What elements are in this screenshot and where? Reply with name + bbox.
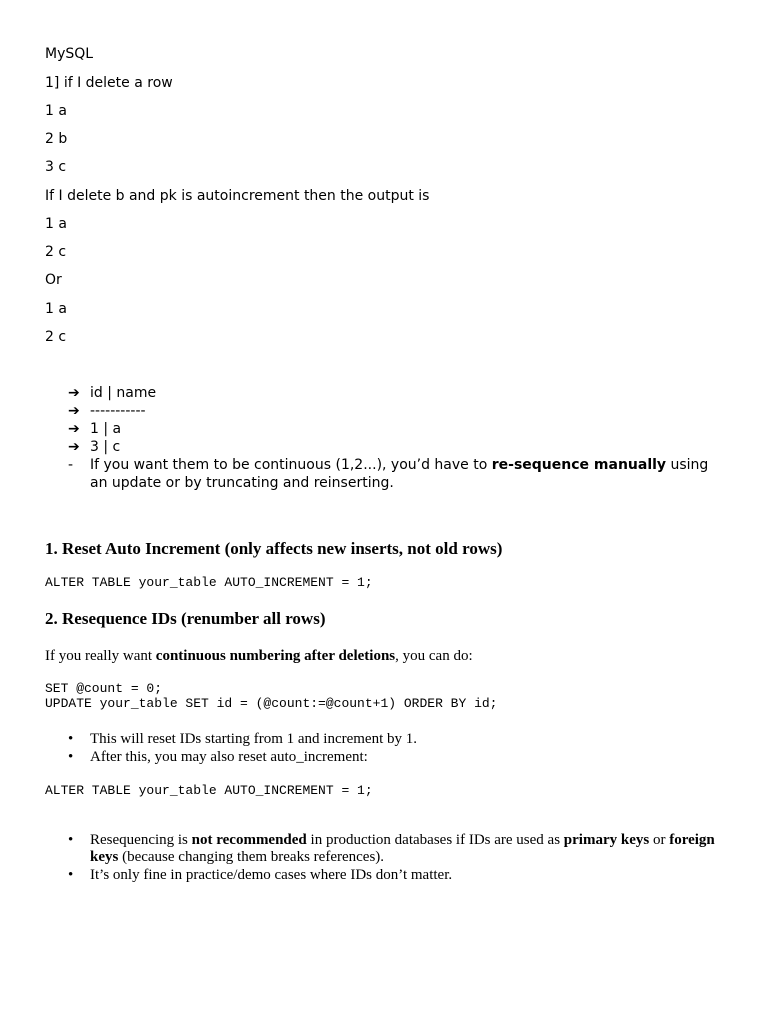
code-block bbox=[45, 681, 497, 711]
list-item-text: ----------- bbox=[90, 403, 146, 419]
row-line: 2 c bbox=[45, 244, 67, 260]
arrow-right-icon: ➔ bbox=[68, 421, 80, 437]
list-item: • It’s only fine in practice/demo cases where IDs don’t matter. bbox=[68, 867, 453, 883]
row-line: 2 c bbox=[45, 329, 67, 345]
row-line: 3 c bbox=[45, 159, 67, 175]
list-item: • This will reset IDs starting from 1 and increment by 1. bbox=[68, 731, 418, 747]
list-item bbox=[68, 420, 121, 438]
list-item: • Resequencing is not recommended in production databases if IDs are used as primary keys or foreign keys (because changing them breaks references). bbox=[68, 832, 715, 865]
code-line: SET @count = 0; bbox=[45, 681, 163, 696]
or-text: Or bbox=[45, 272, 62, 288]
question-text: 1] if I delete a row bbox=[45, 75, 173, 91]
paragraph: If you really want continuous numbering after deletions, you can do: bbox=[45, 648, 473, 664]
list-item bbox=[68, 438, 120, 456]
statement-text: If I delete b and pk is autoincrement then the output is bbox=[45, 188, 430, 204]
list-item-text: 1 | a bbox=[90, 421, 122, 437]
dash-bullet: - bbox=[68, 457, 74, 473]
list-item-text: id | name bbox=[90, 385, 157, 401]
row-line: 1 a bbox=[45, 103, 67, 119]
arrow-right-icon: ➔ bbox=[68, 403, 80, 419]
bullet-dot-icon: • bbox=[68, 749, 74, 765]
list-item bbox=[68, 456, 728, 492]
list-item bbox=[68, 384, 156, 402]
doc-title: MySQL bbox=[45, 46, 94, 62]
list-item-text: 3 | c bbox=[90, 439, 121, 455]
bullet-dot-icon: • bbox=[68, 731, 74, 747]
row-line: 2 b bbox=[45, 131, 68, 147]
code-block: ALTER TABLE your_table AUTO_INCREMENT = 1; bbox=[45, 783, 373, 798]
list-item bbox=[68, 402, 146, 420]
section-heading: 1. Reset Auto Increment (only affects new inserts, not old rows) bbox=[45, 539, 503, 558]
dash-note-text: If you want them to be continuous (1,2...), you’d have to re-sequence manually using an update or by truncating and reinserting. bbox=[90, 457, 709, 491]
list-item: • After this, you may also reset auto_increment: bbox=[68, 749, 368, 765]
row-line: 1 a bbox=[45, 301, 67, 317]
code-line: UPDATE your_table SET id = (@count:=@count+1) ORDER BY id; bbox=[45, 696, 498, 711]
arrow-right-icon: ➔ bbox=[68, 439, 80, 455]
bullet-dot-icon: • bbox=[68, 867, 74, 883]
row-line: 1 a bbox=[45, 216, 67, 232]
arrow-right-icon: ➔ bbox=[68, 385, 80, 401]
section-heading: 2. Resequence IDs (renumber all rows) bbox=[45, 609, 326, 628]
code-block: ALTER TABLE your_table AUTO_INCREMENT = 1; bbox=[45, 575, 373, 590]
bullet-dot-icon: • bbox=[68, 832, 74, 848]
